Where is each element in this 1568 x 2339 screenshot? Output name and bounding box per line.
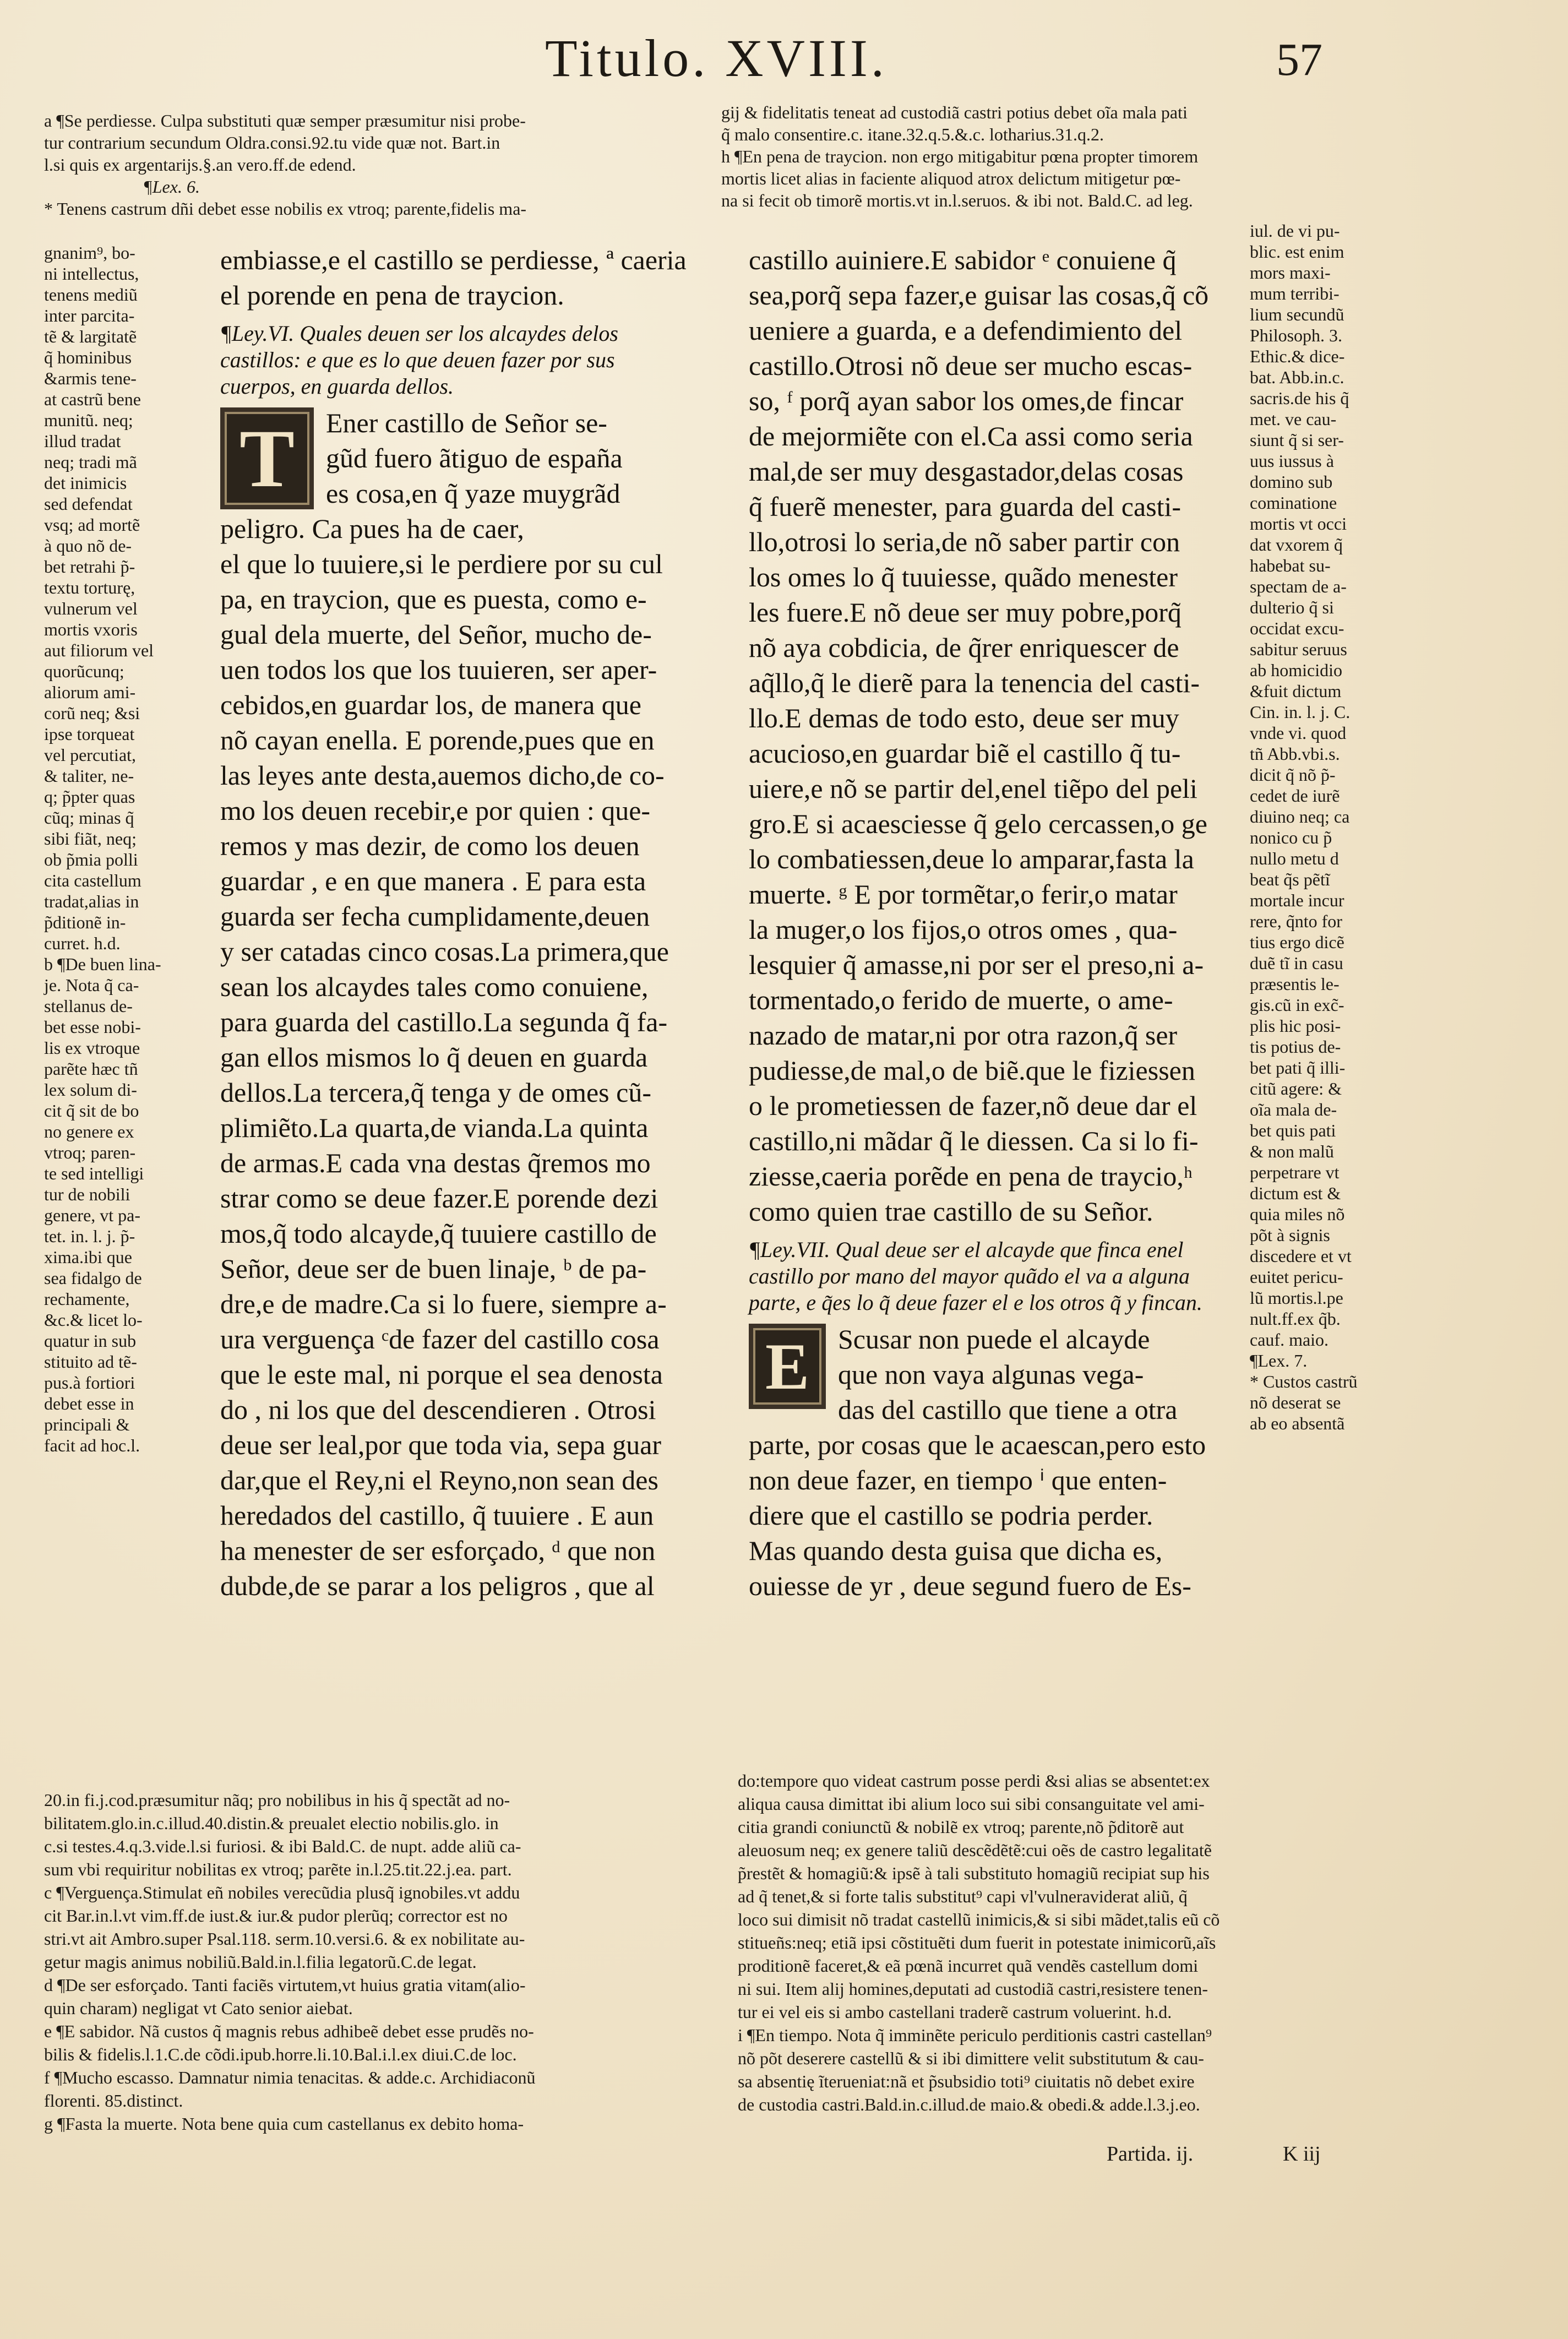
- text-line: parte, por cosas que le acaescan,pero esto: [749, 1429, 1206, 1460]
- text-line: dre,e de madre.Ca si lo fuere, siempre a-: [220, 1288, 667, 1319]
- gloss-line: bilis & fidelis.l.1.C.de cõdi.ipub.horre.li.10.Bal.i.l.ex diui.C.de loc.: [44, 2044, 517, 2064]
- text-line: es cosa,en q̃ yaze muygrãd: [326, 478, 620, 509]
- text-line: nõ cayan enella. E porende,pues que en: [220, 725, 655, 755]
- text-line: mal,de ser muy desgastador,delas cosas: [749, 456, 1184, 487]
- text-line: dubde,de se parar a los peligros , que al: [220, 1570, 655, 1601]
- gloss-line: bilitatem.glo.in.c.illud.40.distin.& preualet electio nobilis.glo. in: [44, 1813, 499, 1833]
- text-line: tormentado,o ferido de muerte, o ame-: [749, 984, 1173, 1015]
- text-line: embiasse,e el castillo se perdiesse, ª caeria: [220, 244, 687, 275]
- text-line: Mas quando desta guisa que dicha es,: [749, 1535, 1163, 1566]
- gloss-line: * Tenens castrum dñi debet esse nobilis ex vtroq; parente,fidelis ma-: [44, 199, 527, 219]
- text-line: las leyes ante desta,auemos dicho,de co-: [220, 760, 665, 791]
- text-line: dellos.La tercera,q̃ tenga y de omes cũ-: [220, 1077, 651, 1108]
- text-line: pa, en traycion, que es puesta, como e-: [220, 584, 647, 614]
- text-line: dar,que el Rey,ni el Reyno,non sean des: [220, 1465, 658, 1495]
- text-line: de mejormiẽte con el.Ca assi como seria: [749, 421, 1193, 452]
- text-line: Señor, deue ser de buen linaje, ᵇ de pa-: [220, 1253, 647, 1284]
- text-line: los omes lo q̃ tuuiesse, quãdo menester: [749, 562, 1178, 592]
- text-line: como quien trae castillo de su Señor.: [749, 1196, 1153, 1227]
- text-line: llo.E demas de todo esto, deue ser muy: [749, 703, 1179, 733]
- text-line: pudiesse,de mal,o de biẽ.que le fiziessen: [749, 1055, 1195, 1086]
- text-line: ha menester de ser esforçado, ᵈ que non: [220, 1535, 656, 1566]
- text-line: nõ aya cobdicia, de q̃rer enriquescer de: [749, 632, 1179, 663]
- gloss-line: quin charam) negligat vt Cato senior aiebat.: [44, 1998, 353, 2018]
- text-line: y ser catadas cinco cosas.La primera,que: [220, 936, 669, 967]
- gloss-line: d ¶De ser esforçado. Tanti faciẽs virtutem,vt huius gratia vitam(alio-: [44, 1975, 526, 1995]
- text-line: que non vaya algunas vega-: [838, 1359, 1144, 1390]
- text-line: heredados del castillo, q̃ tuuiere . E aun: [220, 1500, 654, 1531]
- gloss-line: a ¶Se perdiesse. Culpa substituti quæ semper præsumitur nisi probe-: [44, 111, 526, 130]
- main-column-1: [220, 242, 694, 1603]
- text-line: gũd fuero ãtiguo de españa: [326, 443, 623, 474]
- text-line: castillo,ni mãdar q̃ le diessen. Ca si lo fi-: [749, 1125, 1199, 1156]
- gloss-line: nõ põt deserere castellũ & si ibi dimittere velit substitutum & cau-: [738, 2048, 1204, 2068]
- gloss-line: florenti. 85.distinct.: [44, 2091, 183, 2110]
- text-line: castillo auiniere.E sabidor ᵉ conuiene q̃: [749, 244, 1177, 275]
- law-rubric: ¶Ley.VII. Qual deue ser el alcayde que finca enel castillo por mano del mayor quãdo el va a alguna parte, e q̃es lo q̃ deue fazer el e los otros q̃ y fincan.: [749, 1237, 1202, 1315]
- sheet-signature: K iij: [1283, 2142, 1321, 2166]
- text-line: les fuere.E nõ deue ser muy pobre,porq̃: [749, 597, 1182, 628]
- text-line: gro.E si acaesciesse q̃ gelo cercassen,o ge: [749, 808, 1207, 839]
- text-line: remos y mas dezir, de como los deuen: [220, 830, 640, 861]
- gloss-line: g ¶Fasta la muerte. Nota bene quia cum castellanus ex debito homa-: [44, 2114, 524, 2134]
- gloss-line: i ¶En tiempo. Nota q̃ imminẽte periculo perditionis castri castellan⁹: [738, 2025, 1212, 2045]
- decorated-initial: E: [749, 1324, 826, 1409]
- gloss-line: h ¶En pena de traycion. non ergo mitigabitur pœna propter timorem: [721, 146, 1199, 166]
- gloss-line: stitueñs:neq; etiã ipsi cõstituẽti dum fuerit in potestate inimicorũ,aĩs: [738, 1933, 1216, 1952]
- text-line: lesquier q̃ amasse,ni por ser el preso,ni a-: [749, 949, 1204, 980]
- text-line: non deue fazer, en tiempo ⁱ que enten-: [749, 1465, 1167, 1495]
- text-line: do , ni los que del descendieren . Otrosi: [220, 1394, 656, 1425]
- gloss-line: getur magis animus nobiliũ.Bald.in.l.filia legatorũ.C.de legat.: [44, 1952, 477, 1972]
- text-line: peligro. Ca pues ha de caer,: [220, 513, 524, 544]
- bottom-gloss-right: [738, 1770, 1431, 2117]
- gloss-line: c ¶Verguença.Stimulat eñ nobiles verecũdia plusq̃ ignobiles.vt addu: [44, 1883, 520, 1902]
- text-line: strar como se deue fazer.E porende dezi: [220, 1183, 658, 1214]
- gloss-line: l.si quis ex argentarijs.§.an vero.ff.de edend.: [44, 155, 356, 175]
- gloss-line: stri.vt ait Ambro.super Psal.118. serm.10.versi.6. & ex nobilitate au-: [44, 1929, 525, 1949]
- gloss-line: p̃restẽt & homagiũ:& ipsẽ à tali substituto homagiũ recipiat sup his: [738, 1863, 1210, 1883]
- text-line: cebidos,en guardar los, de manera que: [220, 689, 641, 720]
- text-line: ueniere a guarda, e a defendimiento del: [749, 315, 1183, 346]
- law-rubric: ¶Ley.VI. Quales deuen ser los alcaydes delos castillos: e que es lo que deuen fazer por sus cuerpos, en guarda dellos.: [220, 321, 618, 399]
- top-gloss-left: [44, 110, 721, 220]
- gloss-line: ni sui. Item alij homines,deputati ad custodiã castri,resistere tenen-: [738, 1979, 1208, 1999]
- gloss-line: c.si testes.4.q.3.vide.l.si furiosi. & ibi Bald.C. de nupt. adde aliũ ca-: [44, 1836, 521, 1856]
- text-line: guardar , e en que manera . E para esta: [220, 866, 646, 896]
- gloss-line: tur contrarium secundum Oldra.consi.92.tu vide quæ not. Bart.in: [44, 133, 500, 153]
- text-line: uiere,e nõ se partir del,enel tiẽpo del peli: [749, 773, 1197, 804]
- gloss-line: aliqua causa dimittat ibi alium loco sui sibi consanguitate vel ami-: [738, 1794, 1205, 1814]
- text-line: diere que el castillo se podria perder.: [749, 1500, 1153, 1531]
- gloss-line: loco sui dimisit nõ tradat castellũ inimicis,& si sibi mãdet,talis eũ cõ: [738, 1910, 1220, 1929]
- gloss-line: sum vbi requiritur nobilitas ex vtroq; parẽte in.l.25.tit.22.j.ea. part.: [44, 1859, 512, 1879]
- text-line: la muger,o los fijos,o otros omes , qua-: [749, 914, 1178, 945]
- gloss-line: 20.in fi.j.cod.præsumitur nãq; pro nobilibus in his q̃ spectãt ad no-: [44, 1790, 510, 1810]
- text-line: plimiẽto.La quarta,de vianda.La quinta: [220, 1112, 649, 1143]
- main-column-2: [749, 242, 1233, 1603]
- gloss-line: tur ei vel eis si ambo castellani traderẽ castrum voluerint. h.d.: [738, 2002, 1172, 2022]
- gloss-line: e ¶E sabidor. Nã custos q̃ magnis rebus adhibeẽ debet esse prudẽs no-: [44, 2021, 534, 2041]
- text-line: Ener castillo de Señor se-: [326, 407, 607, 438]
- text-line: para guarda del castillo.La segunda q̃ fa-: [220, 1007, 668, 1037]
- text-line: o le prometiessen de fazer,nõ deue dar el: [749, 1090, 1197, 1121]
- text-line: q̃ fuerẽ menester, para guarda del casti-: [749, 491, 1182, 522]
- text-line: gan ellos mismos lo q̃ deuen en guarda: [220, 1042, 648, 1073]
- text-line: mos,q̃ todo alcayde,q̃ tuuiere castillo de: [220, 1218, 657, 1249]
- text-line: castillo.Otrosi nõ deue ser mucho escas-: [749, 350, 1193, 381]
- text-line: guarda ser fecha cumplidamente,deuen: [220, 901, 650, 932]
- gloss-line: na si fecit ob timorẽ mortis.vt in.l.seruos. & ibi not. Bald.C. ad leg.: [721, 191, 1193, 210]
- gloss-line: do:tempore quo videat castrum posse perdi &si alias se absentet:ex: [738, 1771, 1210, 1791]
- gloss-line: mortis licet alias in faciente aliquod atrox delictum mitigetur pœ-: [721, 168, 1181, 188]
- gloss-line: ad q̃ tenet,& si forte talis substitut⁹ capi vl'vulneraviderat aliũ, q̃: [738, 1886, 1188, 1906]
- right-margin-gloss: iul. de vi pu- blic. est enim mors maxi- mum terribi- lium secundũ Philosoph. 3. Ethic.& dice- bat. Abb.in.c. sacris.de his q̃ met. ve cau- siunt q̃ si ser- uus iussus à domino sub cominatione mortis vt occi dat vxorem q̃ habebat su- spectam de a- dulterio q̃ si occidat excu- sabitur seruus ab homicidio &fuit dictum Cin. in. l. j. C. vnde vi. quod tñ Abb.vbi.s. dicit q̃ nõ p̃- cedet de iurẽ diuino neq; ca nonico cu p̃ nullo metu d beat q̃s pẽtĩ mortale incur rere, q̃nto for tius ergo dicẽ duẽ tĩ in casu præsentis le- gis.cũ in exc̃- plis hic posi- tis potius de- bet pati q̃ illi- citũ agere: & oĩa mala de- bet quis pati & non malũ perpetrare vt dictum est & quia miles nõ põt à signis discedere et vt euitet pericu- lũ mortis.l.pe nult.ff.ex q̃b. cauf. maio. ¶Lex. 7. * Custos castrũ nõ deserat se ab eo absentã: [1250, 221, 1358, 1433]
- text-line: ura verguença ᶜde fazer del castillo cosa: [220, 1324, 660, 1355]
- text-line: que le este mal, ni porque el sea denosta: [220, 1359, 663, 1390]
- text-line: so, ᶠ porq̃ ayan sabor los omes,de fincar: [749, 385, 1184, 416]
- bottom-gloss-left: [44, 1789, 721, 2136]
- gloss-line: f ¶Mucho escasso. Damnatur nimia tenacitas. & adde.c. Archidiaconũ: [44, 2068, 536, 2087]
- gloss-line: gij & fidelitatis teneat ad custodiã castri potius debet oĩa mala pati: [721, 102, 1188, 122]
- text-line: el porende en pena de traycion.: [220, 280, 564, 311]
- folio-number: 57: [1276, 34, 1322, 85]
- gloss-line: de custodia castri.Bald.in.c.illud.de maio.& obedi.& adde.l.3.j.eo.: [738, 2095, 1200, 2114]
- text-line: Scusar non puede el alcayde: [838, 1324, 1150, 1355]
- text-line: de armas.E cada vna destas q̃remos mo: [220, 1147, 651, 1178]
- gloss-line: q̃ malo consentire.c. itane.32.q.5.&.c. lotharius.31.q.2.: [721, 124, 1104, 144]
- partida-signature: Partida. ij.: [1107, 2142, 1194, 2166]
- text-line: gual dela muerte, del Señor, mucho de-: [220, 619, 652, 650]
- gloss-line: cit Bar.in.l.vt vim.ff.de iust.& iur.& pudor plerũq; corrector est no: [44, 1906, 508, 1925]
- gloss-line: sa absentię ĩterueniat:nã et p̃subsidio toti⁹ ciuitatis nõ debet exire: [738, 2071, 1195, 2091]
- text-line: deue ser leal,por que toda via, sepa guar: [220, 1429, 662, 1460]
- text-line: uen todos los que los tuuieren, ser aper-: [220, 654, 657, 685]
- text-line: ziesse,caeria porẽde en pena de traycio,ʰ: [749, 1161, 1193, 1192]
- text-line: das del castillo que tiene a otra: [838, 1394, 1178, 1425]
- top-gloss-right: [721, 102, 1409, 212]
- text-line: muerte. ᵍ E por tormẽtar,o ferir,o matar: [749, 879, 1178, 910]
- text-line: sea,porq̃ sepa fazer,e guisar las cosas,q̃ cõ: [749, 280, 1209, 311]
- gloss-line: aleuosum neq; ex genere taliũ descẽdẽtẽ:cui oẽs de castro legalitatẽ: [738, 1840, 1212, 1860]
- left-margin-gloss: gnanim⁹, bo- ni intellectus, tenens mediũ inter parcita- tẽ & largitatẽ q̃ hominibus &armis tene- at castrũ bene munitũ. neq; illud tradat neq; tradi mã det inimicis sed defendat vsq; ad mortẽ à quo nõ de- bet retrahi p̃- textu torturę, vulnerum vel mortis vxoris aut filiorum vel quorũcunq; aliorum ami- corũ neq; &si ipse torqueat vel percutiat, & taliter, ne- q; p̃pter quas cũq; minas q̃ sibi fiãt, neq; ob p̃mia polli cita castellum tradat,alias in p̃ditionẽ in- curret. h.d. b ¶De buen lina- je. Nota q̃ ca- stellanus de- bet esse nobi- lis ex vtroque parẽte hæc tñ lex solum di- cit q̃ sit de bo no genere ex vtroq; paren- te sed intelligi tur de nobili genere, vt pa- tet. in. l. j. p̃- xima.ibi que sea fidalgo de rechamente, &c.& licet lo- quatur in sub stituito ad tẽ- pus.à fortiori debet esse in principali & facit ad hoc.l.: [44, 243, 161, 1455]
- gloss-lex-heading: ¶Lex. 6.: [143, 177, 200, 197]
- text-line: sean los alcaydes tales como conuiene,: [220, 971, 649, 1002]
- text-line: nazado de matar,ni por otra razon,q̃ ser: [749, 1020, 1178, 1051]
- text-line: ouiesse de yr , deue segund fuero de Es-: [749, 1570, 1191, 1601]
- text-line: mo los deuen recebir,e por quien : que-: [220, 795, 651, 826]
- text-line: llo,otrosi lo seria,de nõ saber partir con: [749, 526, 1180, 557]
- page-title: Titulo. XVIII.: [545, 29, 888, 88]
- text-line: aq̃llo,q̃ le dierẽ para la tenencia del casti-: [749, 667, 1200, 698]
- gloss-line: proditionẽ faceret,& eã pœnã incurret quã vendẽs castellum domi: [738, 1956, 1199, 1976]
- text-line: acucioso,en guardar biẽ el castillo q̃ tu-: [749, 738, 1181, 769]
- gloss-line: citia grandi coniunctũ & nobilẽ ex vtroq; parente,nõ p̃ditorẽ aut: [738, 1817, 1184, 1837]
- text-line: lo combatiessen,deue lo amparar,fasta la: [749, 844, 1194, 874]
- text-line: el que lo tuuiere,si le perdiere por su cul: [220, 548, 663, 579]
- decorated-initial: T: [220, 407, 314, 509]
